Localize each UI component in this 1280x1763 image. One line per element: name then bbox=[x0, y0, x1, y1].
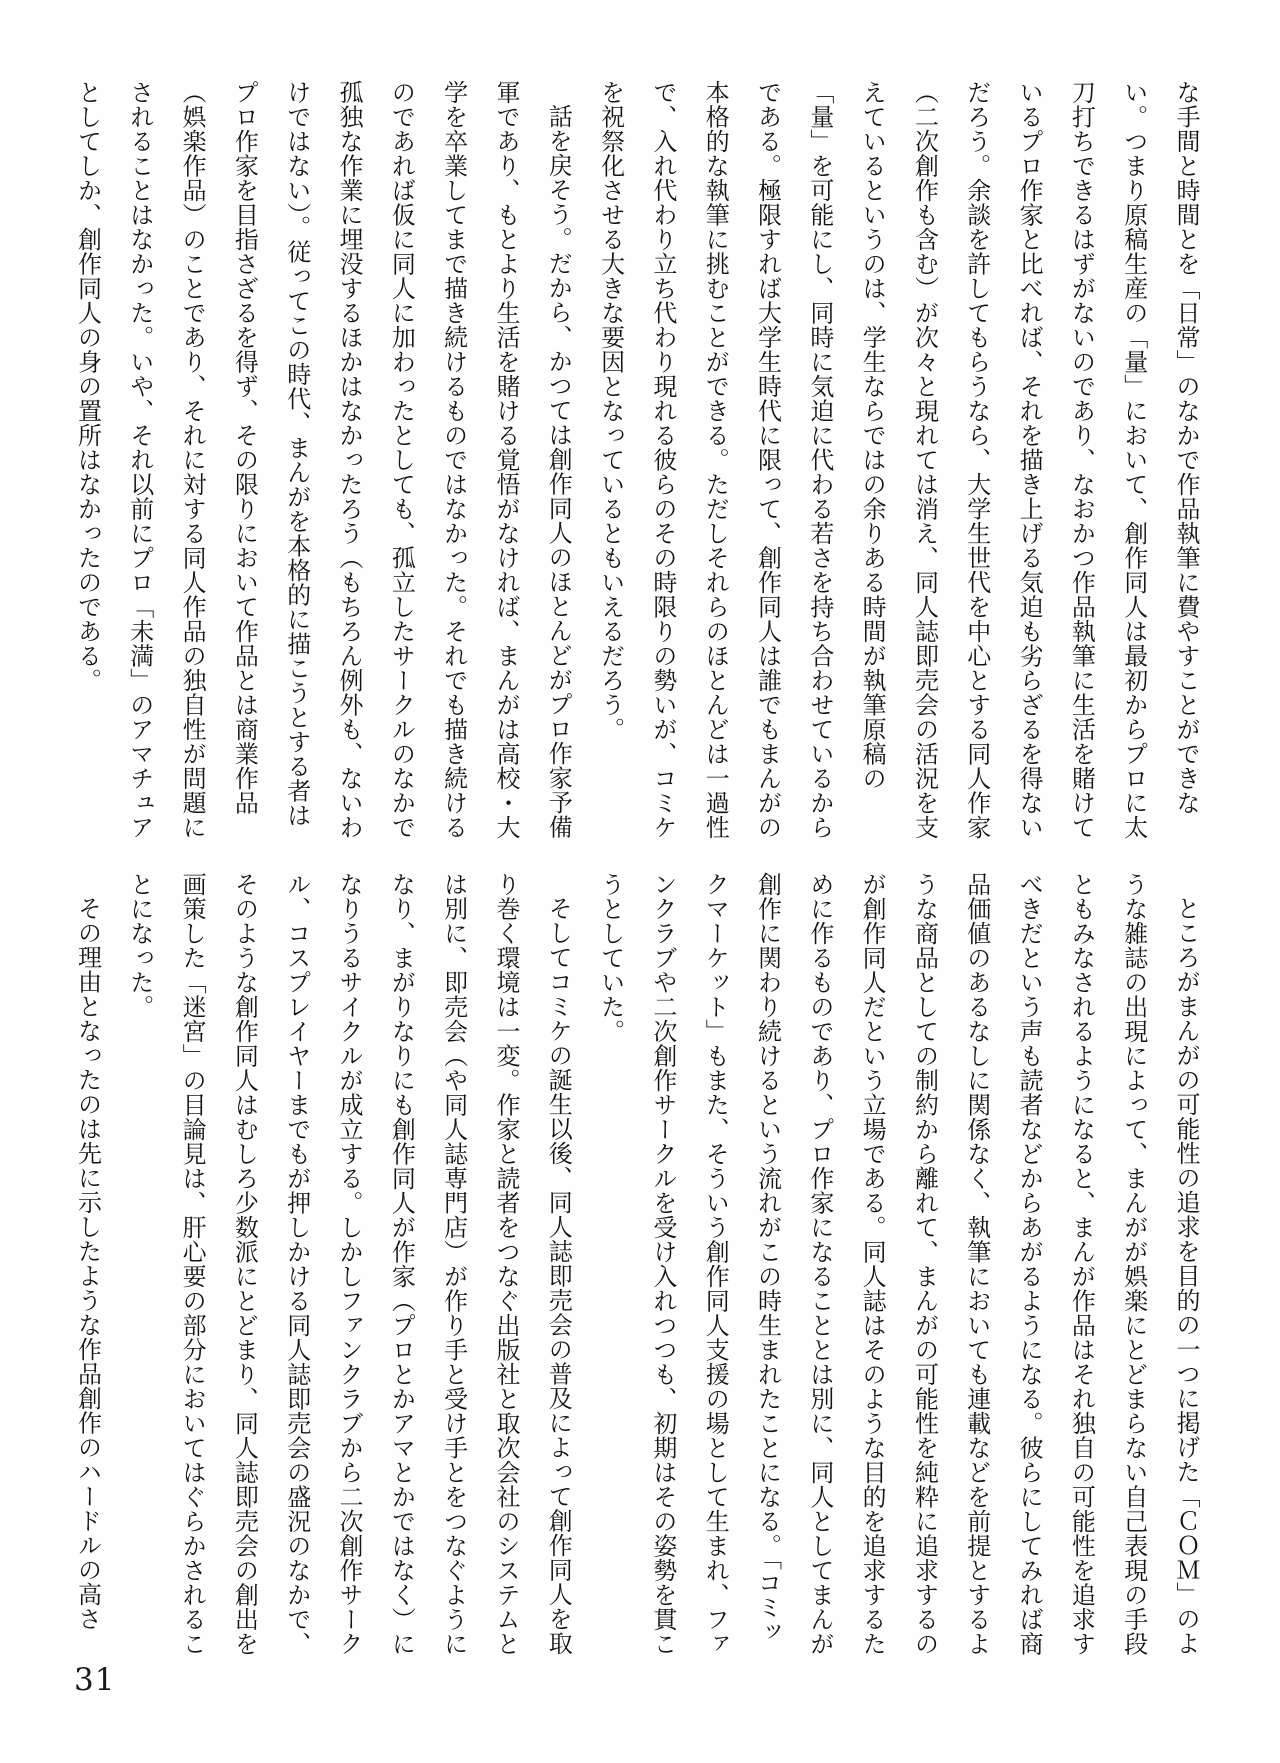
top-text-block bbox=[66, 80, 1212, 848]
page-number: 31 bbox=[74, 1662, 116, 1698]
paragraph: な手間と時間とを「日常」のなかで作品執筆に費やすことができない。つまり原稿生産の「量」において、創作同人は最初からプロに太刀打ちできるはずがないのであり、なおかつ作品執筆に生活を賭けているプロ作家と比べれば、それを描き上げる気迫も劣らざるを得ないだろう。余談を許してもらうなら、大学生世代を中心とする同人作家（二次創作も含む）が次々と現れては消え、同人誌即売会の活況を支えているというのは、学生ならではの余りある時間が執筆原稿の「量」を可能にし、同時に気迫に代わる若さを持ち合わせているからである。極限すれば大学生時代に限って、創作同人は誰でもまんがの本格的な執筆に挑むことができる。ただしそれらのほとんどは一過性で、入れ代わり立ち代わり現れる彼らのその時限りの勢いが、コミケを祝祭化させる大きな要因となっているともいえるだろう。 bbox=[596, 80, 1200, 840]
paragraph: そしてコミケの誕生以後、同人誌即売会の普及によって創作同人を取り巻く環境は一変。作家と読者をつなぐ出版社と取次会社のシステムとは別に、即売会（や同人誌専門店）が作り手と受け手とをつなぐようになり、まがりなりにも創作同人が作家（プロとかアマとかではなく）になりうるサイクルが成立する。しかしファンクラブから二次創作サークル、コスプレイヤーまでもが押しかける同人誌即売会の盛況のなかで、そのような創作同人はむしろ少数派にとどまり、同人誌即売会の創出を画策した「迷宮」の目論見は、肝心要の部分においてはぐらかされることになった。 bbox=[125, 872, 573, 1656]
paragraph: ところがまんがの可能性の追求を目的の一つに掲げた「ＣＯＭ」のような雑誌の出現によって、まんがが娯楽にとどまらない自己表現の手段ともみなされるようになると、まんが作品はそれ独自の可能性を追求すべきだという声も読者などからあがるようになる。彼らにしてみれば商品価値のあるなしに関係なく、執筆においても連載などを前提とするような商品としての制約から離れて、まんがの可能性を純粋に追求するのが創作同人だという立場である。同人誌はそのような目的を追求するために作るものであり、プロ作家になることとは別に、同人としてまんが創作に関わり続けるという流れがこの時生まれたことになる。「コミックマーケット」もまた、そういう創作同人支援の場として生まれ、ファンクラブや二次創作サークルを受け入れつつも、初期はその姿勢を貫こうとしていた。 bbox=[596, 872, 1200, 1656]
paragraph: その理由となったのは先に示したような作品創作のハードルの高さ bbox=[73, 896, 102, 1631]
paragraph: 話を戻そう。だから、かつては創作同人のほとんどがプロ作家予備軍であり、もとより生活を賭ける覚悟がなければ、まんがは高校・大学を卒業してまで描き続けるものではなかった。それでも描き続けるのであれば仮に同人に加わったとしても、孤立したサークルのなかで孤独な作業に埋没するほかはなかったろう（もちろん例外も、ないわけではない）。従ってこの時代、まんがを本格的に描こうとする者はプロ作家を目指さざるを得ず、その限りにおいて作品とは商業作品（娯楽作品）のことであり、それに対する同人作品の独自性が問題にされることはなかった。いや、それ以前にプロ「未満」のアマチュアとしてしか、創作同人の身の置所はなかったのである。 bbox=[73, 80, 573, 840]
bottom-text-block bbox=[66, 872, 1212, 1660]
